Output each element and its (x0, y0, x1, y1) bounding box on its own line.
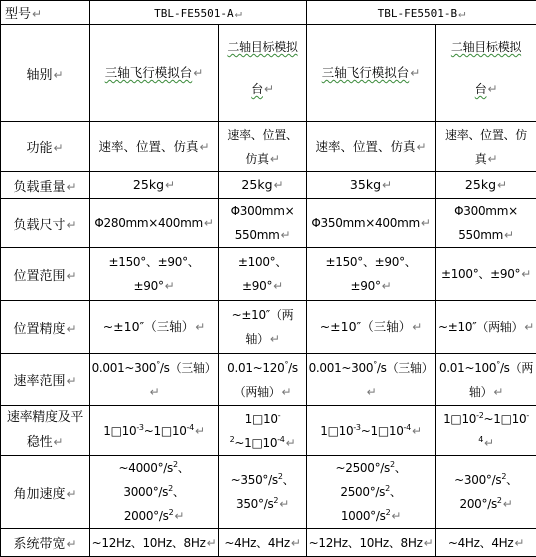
position-accuracy-b2-value: ~±10″（两轴） (438, 320, 523, 334)
paragraph-mark-icon: ↵ (487, 152, 497, 166)
load-size-a1-value: Φ280mm×400mm (94, 216, 202, 230)
position-range-a1-cell (90, 248, 219, 301)
position-range-a1-line2: ±90° (134, 279, 164, 293)
axis-b1-cell (307, 25, 436, 122)
rate-accuracy-b1-cell (307, 406, 436, 456)
position-accuracy-b1-value: ~±10″（三轴） (320, 319, 412, 334)
paragraph-mark-icon: ↵ (291, 536, 301, 550)
function-b1-cell (307, 122, 436, 172)
position-accuracy-row (1, 301, 536, 354)
paragraph-mark-icon: ↵ (66, 487, 76, 501)
angular-accel-row (1, 456, 536, 529)
axis-row (1, 25, 536, 122)
angular-accel-b1-exp2: 2 (385, 484, 390, 493)
rate-accuracy-b2-exp2: -4 (478, 411, 529, 444)
bandwidth-b1-value: ~12Hz、10Hz、8Hz (309, 536, 423, 550)
paragraph-mark-icon: ↵ (281, 228, 291, 242)
rate-accuracy-a1-mid: ~1□10 (144, 424, 187, 438)
angular-accel-b2-sep: 、 (506, 473, 518, 487)
rate-range-b1-number: 0.001~300 (309, 361, 374, 375)
axis-a2-line2: 台 (251, 82, 263, 96)
angular-accel-a2-line1: ~350°/s (231, 473, 278, 487)
angular-accel-b2-exp1: 2 (501, 472, 506, 481)
load-size-a2-line1: Φ300mm× (220, 199, 305, 223)
load-weight-a1-value: 25kg (133, 177, 164, 192)
angular-accel-a1-part1: ~4000°/s (119, 461, 174, 475)
paragraph-mark-icon: ↵ (412, 320, 422, 334)
rate-range-a1-unit: /s（三轴） (160, 361, 217, 375)
paragraph-mark-icon: ↵ (32, 7, 42, 21)
model-a-name: TBL-FE5501-A (154, 7, 233, 20)
rate-range-b2-degree: ° (496, 360, 500, 369)
load-weight-label-cell (1, 172, 90, 199)
angular-accel-b2-exp2: 2 (497, 496, 502, 505)
paragraph-mark-icon: ↵ (66, 322, 76, 336)
rate-accuracy-a2-exp1: -2 (230, 411, 281, 444)
paragraph-mark-icon: ↵ (195, 424, 205, 438)
angular-accel-b1-part1: ~2500°/s (336, 461, 391, 475)
rate-accuracy-a1-exp1: -3 (136, 423, 143, 432)
angular-accel-a2-line2: 350°/s (236, 497, 273, 511)
load-size-b2-line1: Φ300mm× (437, 199, 535, 223)
rate-accuracy-b2-mid: ~1□10 (484, 412, 527, 426)
angular-accel-b1-cell (307, 456, 436, 529)
rate-accuracy-a2-base: 1□10 (245, 412, 278, 426)
axis-b2-line2: 台 (475, 82, 487, 96)
load-weight-b1-cell (307, 172, 436, 199)
load-weight-a2-value: 25kg (241, 177, 272, 192)
angular-accel-b1-part3: 、 (390, 485, 402, 499)
angular-accel-a1-cell (90, 456, 219, 529)
position-accuracy-a1-cell (90, 301, 219, 354)
rate-range-b1-cell (307, 354, 436, 406)
paragraph-mark-icon: ↵ (504, 228, 514, 242)
header-row (1, 1, 536, 25)
angular-accel-a2-sep: 、 (283, 473, 295, 487)
angular-accel-label-cell (1, 456, 90, 529)
angular-accel-a2-exp1: 2 (278, 472, 283, 481)
paragraph-mark-icon: ↵ (382, 178, 392, 192)
axis-a1-value: 三轴飞行模拟台 (105, 65, 193, 80)
rate-accuracy-a1-base: 1□10 (103, 424, 136, 438)
position-range-b1-cell (307, 248, 436, 301)
rate-accuracy-a2-cell (219, 406, 307, 456)
paragraph-mark-icon: ↵ (270, 152, 280, 166)
axis-a2-cell (219, 25, 307, 122)
paragraph-mark-icon: ↵ (264, 82, 274, 96)
position-range-b2-cell (436, 248, 536, 301)
paragraph-mark-icon: ↵ (524, 320, 534, 334)
load-weight-a2-cell (219, 172, 307, 199)
function-row (1, 122, 536, 172)
rate-accuracy-label-line1: 速率精度及平 (2, 406, 88, 430)
position-accuracy-b2-cell (436, 301, 536, 354)
load-weight-label: 负载重量 (13, 180, 65, 195)
load-weight-b1-value: 35kg (350, 177, 381, 192)
rate-range-a2-line2: （两轴） (234, 385, 281, 399)
paragraph-mark-icon: ↵ (382, 279, 392, 293)
function-b2-line2: 真 (475, 152, 487, 166)
axis-a1-cell (90, 25, 219, 122)
paragraph-mark-icon: ↵ (412, 424, 422, 438)
angular-accel-b1-exp3: 2 (386, 508, 391, 517)
rate-range-a2-cell (219, 354, 307, 406)
rate-accuracy-row (1, 406, 536, 456)
axis-label: 轴别 (26, 68, 52, 83)
rate-range-a2-number: 0.01~120 (227, 361, 284, 375)
paragraph-mark-icon: ↵ (282, 385, 292, 399)
axis-a2-line1: 二轴目标模拟 (227, 40, 297, 54)
rate-accuracy-label-cell (1, 406, 90, 456)
paragraph-mark-icon: ↵ (458, 6, 465, 20)
paragraph-mark-icon: ↵ (174, 509, 184, 523)
paragraph-mark-icon: ↵ (493, 385, 503, 399)
position-range-label-cell (1, 248, 90, 301)
paragraph-mark-icon: ↵ (150, 385, 160, 399)
paragraph-mark-icon: ↵ (497, 178, 507, 192)
function-a1-value: 速率、位置、仿真 (98, 139, 198, 154)
rate-accuracy-a1-cell (90, 406, 219, 456)
paragraph-mark-icon: ↵ (487, 82, 497, 96)
angular-accel-b1-part2: 、2500°/s (340, 461, 406, 499)
paragraph-mark-icon: ↵ (66, 269, 76, 283)
paragraph-mark-icon: ↵ (195, 320, 205, 334)
load-size-a1-cell (90, 199, 219, 248)
position-range-label: 位置范围 (13, 269, 65, 284)
rate-range-row (1, 354, 536, 406)
load-size-a2-line2: 550mm (235, 228, 280, 242)
paragraph-mark-icon: ↵ (199, 140, 209, 154)
paragraph-mark-icon: ↵ (204, 216, 214, 230)
load-size-row (1, 199, 536, 248)
position-accuracy-b1-cell (307, 301, 436, 354)
load-size-b1-value: Φ350mm×400mm (311, 216, 419, 230)
function-b1-value: 速率、位置、仿真 (315, 139, 415, 154)
paragraph-mark-icon: ↵ (270, 332, 280, 346)
rate-accuracy-b2-cell (436, 406, 536, 456)
model-a-cell (90, 1, 307, 25)
function-a2-line2: 仿真 (245, 152, 268, 166)
rate-range-b1-degree: ° (373, 360, 377, 369)
paragraph-mark-icon: ↵ (193, 66, 203, 80)
paragraph-mark-icon: ↵ (273, 279, 283, 293)
paragraph-mark-icon: ↵ (66, 374, 76, 388)
angular-accel-a1-part2: 、3000°/s (123, 461, 189, 499)
paragraph-mark-icon: ↵ (484, 436, 494, 450)
angular-accel-b2-cell (436, 456, 536, 529)
model-b-cell (307, 1, 536, 25)
rate-range-b2-cell (436, 354, 536, 406)
paragraph-mark-icon: ↵ (514, 536, 524, 550)
rate-accuracy-b2-base: 1□10 (443, 412, 476, 426)
angular-accel-a1-exp2: 2 (168, 484, 173, 493)
angular-accel-a1-part3: 、 (173, 485, 185, 499)
load-size-a2-cell (219, 199, 307, 248)
position-accuracy-a2-line1: ~±10″（两 (220, 303, 305, 327)
rate-accuracy-b1-base: 1□10 (320, 424, 353, 438)
paragraph-mark-icon: ↵ (165, 178, 175, 192)
function-label: 功能 (26, 141, 52, 156)
rate-accuracy-b1-exp2: -4 (404, 423, 411, 432)
function-a2-cell (219, 122, 307, 172)
paragraph-mark-icon: ↵ (410, 66, 420, 80)
position-accuracy-label: 位置精度 (13, 322, 65, 337)
rate-range-b2-number: 0.01~100 (439, 361, 496, 375)
paragraph-mark-icon: ↵ (421, 216, 431, 230)
load-weight-b2-cell (436, 172, 536, 199)
position-range-b2-value: ±100°、±90° (441, 267, 520, 281)
rate-range-label-cell (1, 354, 90, 406)
axis-b2-cell (436, 25, 536, 122)
load-size-label: 负载尺寸 (13, 218, 65, 233)
angular-accel-b1-line2: 1000°/s (341, 509, 386, 523)
paragraph-mark-icon: ↵ (66, 537, 76, 551)
angular-accel-a1-exp1: 2 (173, 460, 178, 469)
bandwidth-a2-value: ~4Hz、4Hz (224, 536, 290, 550)
rate-accuracy-a2-mid: ~1□10 (234, 436, 277, 450)
function-b2-cell (436, 122, 536, 172)
paragraph-mark-icon: ↵ (66, 218, 76, 232)
rate-range-a1-number: 0.001~300 (92, 361, 157, 375)
function-b2-line1: 速率、位置、仿 (437, 123, 535, 147)
rate-accuracy-a1-exp2: -4 (187, 423, 194, 432)
load-size-b1-cell (307, 199, 436, 248)
paragraph-mark-icon: ↵ (286, 436, 296, 450)
angular-accel-b2-line2: 200°/s (460, 497, 497, 511)
load-weight-b2-value: 25kg (465, 177, 496, 192)
paragraph-mark-icon: ↵ (521, 267, 531, 281)
load-size-b2-line2: 550mm (458, 228, 503, 242)
rate-range-b1-unit: /s（三轴） (377, 361, 434, 375)
angular-accel-a2-cell (219, 456, 307, 529)
position-range-row (1, 248, 536, 301)
position-range-a2-line1: ±100°、 (220, 250, 305, 274)
load-weight-row (1, 172, 536, 199)
angular-accel-b1-exp1: 2 (390, 460, 395, 469)
rate-range-label: 速率范围 (13, 374, 65, 389)
bandwidth-b2-value: ~4Hz、4Hz (448, 536, 514, 550)
rate-range-a1-degree: ° (156, 360, 160, 369)
paragraph-mark-icon: ↵ (53, 141, 63, 155)
rate-accuracy-b1-exp1: -3 (353, 423, 360, 432)
model-label: 型号 (5, 7, 31, 22)
load-size-label-cell (1, 199, 90, 248)
paragraph-mark-icon: ↵ (274, 178, 284, 192)
position-accuracy-a2-cell (219, 301, 307, 354)
model-b-name: TBL-FE5501-B (378, 7, 457, 20)
paragraph-mark-icon: ↵ (53, 435, 63, 449)
position-range-a2-cell (219, 248, 307, 301)
function-label-cell (1, 122, 90, 172)
paragraph-mark-icon: ↵ (235, 6, 242, 20)
rate-accuracy-b1-mid: ~1□10 (361, 424, 404, 438)
rate-accuracy-label-line2: 稳性 (27, 435, 52, 450)
position-range-a2-line2: ±90° (242, 279, 272, 293)
position-range-a1-line1: ±150°、±90°、 (91, 250, 217, 274)
angular-accel-a1-line2: 2000°/s (124, 509, 169, 523)
paragraph-mark-icon: ↵ (53, 68, 63, 82)
position-accuracy-a1-value: ~±10″（三轴） (103, 319, 195, 334)
position-range-b1-line2: ±90° (351, 279, 381, 293)
model-label-cell (1, 1, 90, 25)
paragraph-mark-icon: ↵ (165, 279, 175, 293)
rate-range-a2-degree: ° (284, 360, 288, 369)
position-accuracy-a2-line2: 轴） (245, 332, 268, 346)
paragraph-mark-icon: ↵ (391, 509, 401, 523)
rate-range-a1-cell (90, 354, 219, 406)
load-weight-a1-cell (90, 172, 219, 199)
paragraph-mark-icon: ↵ (279, 497, 289, 511)
paragraph-mark-icon: ↵ (66, 180, 76, 194)
rate-range-a2-unit: /s (288, 361, 298, 375)
position-accuracy-label-cell (1, 301, 90, 354)
angular-accel-label: 角加速度 (13, 487, 65, 502)
angular-accel-a1-exp3: 2 (169, 508, 174, 517)
paragraph-mark-icon: ↵ (416, 140, 426, 154)
paragraph-mark-icon: ↵ (503, 497, 513, 511)
angular-accel-b2-line1: ~300°/s (454, 473, 501, 487)
function-a2-line1: 速率、位置、 (220, 123, 305, 147)
bandwidth-a1-value: ~12Hz、10Hz、8Hz (92, 536, 206, 550)
load-size-b2-cell (436, 199, 536, 248)
rate-accuracy-b2-exp1: -2 (476, 411, 483, 420)
axis-b1-value: 三轴飞行模拟台 (322, 65, 410, 80)
axis-b2-line1: 二轴目标模拟 (451, 40, 521, 54)
function-a1-cell (90, 122, 219, 172)
rate-accuracy-a2-exp2: -4 (277, 435, 284, 444)
paragraph-mark-icon: ↵ (207, 536, 217, 550)
rate-range-b2-line2: 轴） (469, 385, 492, 399)
position-range-b1-line1: ±150°、±90°、 (308, 250, 434, 274)
paragraph-mark-icon: ↵ (424, 536, 434, 550)
paragraph-mark-icon: ↵ (367, 385, 377, 399)
axis-label-cell (1, 25, 90, 122)
bandwidth-label: 系统带宽 (13, 537, 65, 552)
rate-range-b2-unit: /s（两 (500, 361, 533, 375)
angular-accel-a2-exp2: 2 (273, 496, 278, 505)
